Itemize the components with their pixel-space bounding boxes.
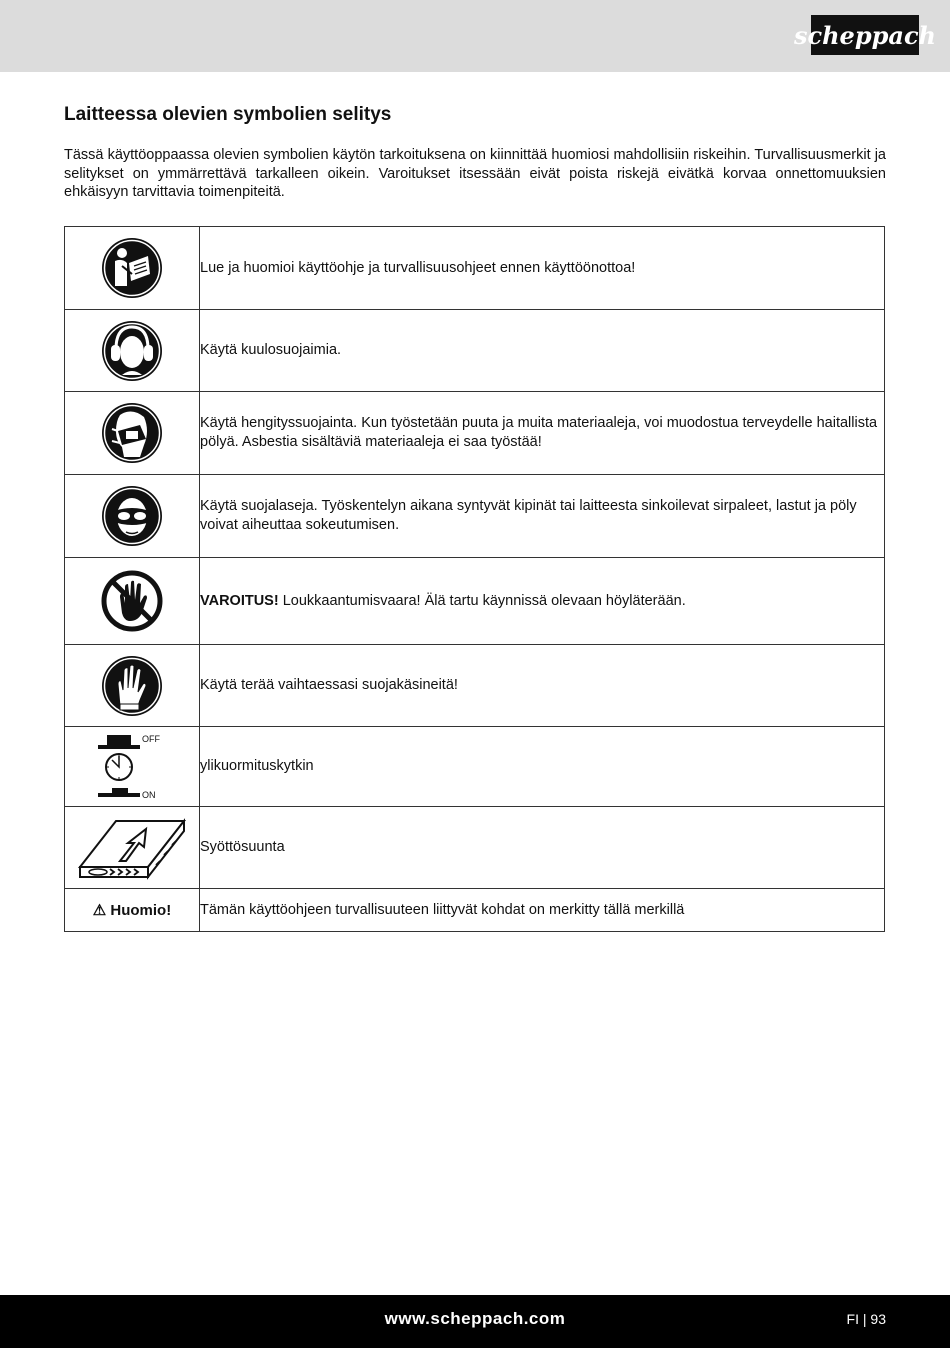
- page-number: [847, 1311, 886, 1327]
- icon-cell: [65, 727, 200, 807]
- intro-paragraph: Tässä käyttöoppaassa olevien symbolien käytön tarkoituksena on kiinnittää huomiosi mahdollisiin riskeihin. Turvallisuusmerkit ja selitykset on ymmärrettävä tarkalleen oikein. Varoitukset itsessään eivät poista riskejä eivätkä korvaa onnettomuuksien ehkäisyyn tarvittavia toimenpiteitä.: [64, 147, 886, 200]
- respirator-icon: [100, 401, 164, 465]
- table-row: [65, 310, 885, 392]
- table-row: [65, 727, 885, 807]
- footer-url[interactable]: www.scheppach.com: [384, 1309, 566, 1328]
- feed-direction-icon: [76, 815, 188, 881]
- note-cell: [65, 889, 200, 932]
- off-label: OFF: [142, 733, 160, 744]
- table-row: [65, 807, 885, 889]
- note-label: Huomio!: [110, 902, 172, 919]
- ear-protection-icon: [100, 319, 164, 383]
- brand-logo: [793, 15, 937, 55]
- icon-cell: [65, 475, 200, 558]
- row-text: Käytä kuulosuojaimia.: [200, 310, 885, 392]
- table-row: [65, 392, 885, 475]
- safety-goggles-icon: [100, 484, 164, 548]
- warning-label: VAROITUS!: [200, 592, 279, 609]
- icon-cell: [65, 558, 200, 645]
- gloves-icon: [100, 654, 164, 718]
- row-text: Käytä hengityssuojainta. Kun työstetään puuta ja muita materiaaleja, voi muodostua terveydelle haitallista pölyä. Asbestia sisältäviä materiaaleja ei saa työstää!: [200, 392, 885, 475]
- row-text: ylikuormituskytkin: [200, 727, 885, 807]
- page-title: Laitteessa olevien symbolien selitys: [64, 104, 392, 125]
- icon-cell: [65, 392, 200, 475]
- warning-triangle-icon: ⚠: [92, 902, 107, 919]
- table-row: [65, 475, 885, 558]
- table-row: [65, 889, 885, 932]
- icon-cell: [65, 310, 200, 392]
- read-manual-icon: [100, 236, 164, 300]
- page-num: 93: [870, 1311, 886, 1327]
- table-row: [65, 227, 885, 310]
- icon-cell: [65, 807, 200, 889]
- table-row: [65, 645, 885, 727]
- warning-text: Loukkaantumisvaara! Älä tartu käynnissä olevaan höyläterään.: [278, 592, 686, 609]
- note-text: Tämän käyttöohjeen turvallisuuteen liittyvät kohdat on merkitty tällä merkillä: [200, 889, 885, 932]
- row-text: Käytä terää vaihtaessasi suojakäsineitä!: [200, 645, 885, 727]
- no-hand-icon: [100, 569, 164, 633]
- page-separator: |: [862, 1311, 867, 1327]
- footer: [0, 1295, 950, 1348]
- brand-name: scheppach: [793, 20, 937, 50]
- icon-cell: [65, 227, 200, 310]
- language-code: FI: [846, 1311, 859, 1327]
- overload-switch-icon: [92, 732, 172, 802]
- row-text: Käytä suojalaseja. Työskentelyn aikana syntyvät kipinät tai laitteesta sinkoilevat sirpaleet, lastut ja pöly voivat aiheuttaa sokeutumisen.: [200, 475, 885, 558]
- table-row: [65, 558, 885, 645]
- row-text: [200, 558, 885, 645]
- symbols-table: [64, 226, 885, 932]
- icon-cell: [65, 645, 200, 727]
- on-label: ON: [142, 789, 156, 800]
- row-text: Lue ja huomioi käyttöohje ja turvallisuusohjeet ennen käyttöönottoa!: [200, 227, 885, 310]
- row-text: Syöttösuunta: [200, 807, 885, 889]
